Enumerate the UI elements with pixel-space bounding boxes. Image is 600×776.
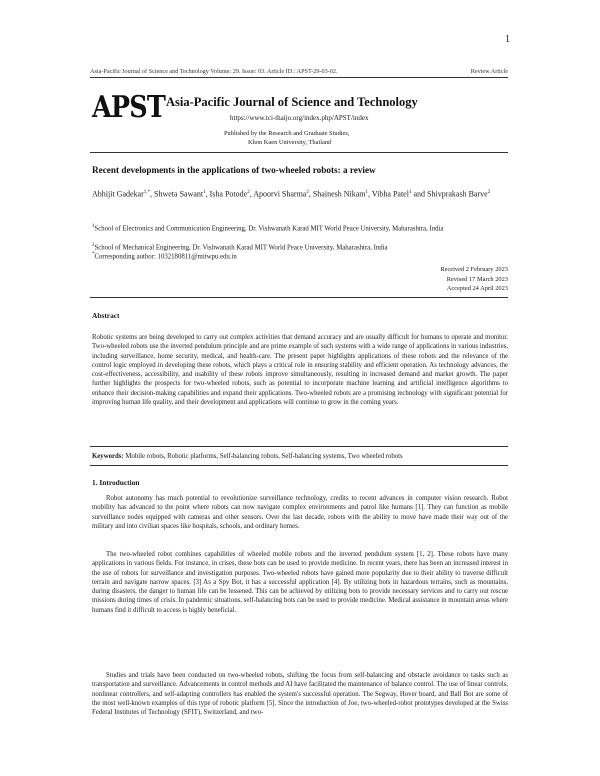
author-affil-marker: 1 xyxy=(365,190,369,195)
article-dates xyxy=(440,265,508,294)
body-paragraph: Studies and trials have been conducted on two-wheeled robots, shifting the focus from self-balancing and obstacle avoidance to tasks such as transportation and surveillance. Advancements in control methods and AI have facilitated the maintenance of balance control. The use of linear controls, nonlinear controllers, and self-adapting controllers has enabled the system's successful operation. The Segway, Hover board, and Ball Bot are some of the most well-known examples of this type of robotic platform [5]. Since the introduction of Joe, two-wheeled-robot prototypes developed at the Swiss Federal Institutes of Technology (SFIT), Switzerland, and two- xyxy=(92,672,508,717)
keywords-bottom-rule xyxy=(90,465,508,466)
received-date: Received 2 February 2023 xyxy=(440,266,508,273)
accepted-date: Accepted 24 April 2023 xyxy=(446,285,508,292)
author-name: Shweta Sawant xyxy=(154,189,204,199)
revised-date: Revised 17 March 2023 xyxy=(446,275,508,283)
title-rule xyxy=(90,152,508,153)
author-affil-marker: 1,* xyxy=(143,190,151,195)
affiliation xyxy=(92,222,510,233)
journal-url[interactable]: https://www.tci-thaijo.org/index.php/APST/index xyxy=(230,114,369,122)
author-name: Isha Potode xyxy=(209,189,248,199)
journal-name: Asia-Pacific Journal of Science and Technology xyxy=(166,95,418,109)
body-paragraph: Robot autonomy has much potential to revolutionize surveillance technology, credits to recent advances in computer vision research. Robot mobility has advanced to the point where robots can now navigate complex environments and patrol like humans [1]. They can function as mobile surveillance nodes equipped with cameras and other sensors. Over the last decade, robots with the ability to move have made their way out of the military and into civilian spaces like hospitals, schools, and ordinary homes. xyxy=(92,495,508,530)
abstract-text: Robotic systems are being developed to carry out complex activities that demand accuracy and are usually difficult for humans to operate and monitor. Two-wheeled robots use the inverted pendulum principle and are prime example of such systems with a wide range of applications in various industries, including surveillance, home security, medical, and health-care. The present paper highlights applications of these robots and the relevance of the control logic employed in developing these robots, which plays a critical role in ensuring stability and efficient operation. As technology advances, the cost-effectiveness, accessibility, and usability of these robots improve simultaneously, resulting in increased demand and market growth. The paper further highlights the prospects for two-wheeled robots, such as potential to incorporate machine learning and artificial intelligence algorithms to enhance their decision-making capabilities and expand their applications. Two-wheeled robots are a promising technology with significant potential for improving human life quality, and their development and applications will continue to grow in the coming years. xyxy=(92,334,508,407)
body-paragraph: The two-wheeled robot combines capabilities of wheeled mobile robots and the inverted pendulum system [1, 2]. These robots have many applications in various fields. For instance, in crises, these bots can be used to provide medicine. In recent years, there has been an increased interest in the use of robots for surveillance and investigation purposes. Two-wheeled robots have gained more popularity due to their ability to traverse difficult terrain and navigate narrow spaces. [3] As a Spy Bot, it has a successful application [4]. By utilizing bots in hazardous terrains, such as mountains, during disasters, the danger to human life can be lessened. This can be achieved by utilizing bots to provide necessary services and to carry out rescue missions during times of crisis. In pandemic situations, self-balancing bots can be used to provide medicine. Medical assistance in mountain areas where humans find it difficult to access is highly beneficial. xyxy=(92,551,508,614)
author-affil-marker: 2 xyxy=(306,190,309,195)
author-name: Shivprakash Barve xyxy=(427,189,488,199)
author-name: Vibha Patel xyxy=(371,189,409,199)
author-affil-marker: 2 xyxy=(247,190,250,195)
keywords-top-rule xyxy=(90,446,508,447)
corresponding-author xyxy=(92,250,510,261)
author-name: Shainesh Nikam xyxy=(312,189,366,199)
corresponding-author-text: Corresponding author: 1032180811@mitwpu.edu.in xyxy=(94,253,237,261)
author-name: Abhijit Gadekar xyxy=(92,189,144,199)
journal-logo: APST xyxy=(92,90,165,125)
affiliation-marker: 2 xyxy=(92,243,95,248)
author-affil-marker: 2 xyxy=(487,190,491,195)
author-affil-marker: 1 xyxy=(203,190,206,195)
keywords-text: Mobile robots, Robotic platforms, Self-balancing robots, Self-balancing systems, Two wheeled robots xyxy=(125,453,403,460)
running-head: Asia-Pacific Journal of Science and Technology Volume: 29. Issue: 03. Article ID.: APST-29-03-02. xyxy=(90,68,338,75)
abstract-heading: Abstract xyxy=(92,311,120,320)
article-type: Review Article xyxy=(470,68,508,75)
author-name: Apoorvi Sharma xyxy=(253,189,307,199)
abstract-top-rule xyxy=(90,297,508,298)
header-rule xyxy=(90,77,508,78)
affiliation-marker: 1 xyxy=(92,224,95,229)
publisher-line-1: Published by the Research and Graduate Studies, xyxy=(224,130,350,137)
keywords-line xyxy=(92,453,403,460)
paper-title: Recent developments in the applications of two-wheeled robots: a review xyxy=(92,165,376,175)
page-number: 1 xyxy=(505,34,510,45)
author-affil-marker: 1 xyxy=(408,190,412,195)
affiliation-marker: * xyxy=(92,252,95,257)
affiliation-text: School of Mechanical Engineering, Dr. Vishwanath Karad MIT World Peace University, Maharashtra, India xyxy=(94,244,388,252)
publisher-line-2: Khon Kaen University, Thailand xyxy=(248,139,332,146)
author-list: Abhijit Gadekar$^{1,*}$, Shweta Sawant$^1$, Isha Potode$^2$, Apoorvi Sharma$^2$, Shainesh Nikam$^1$, Vibha Patel$^1$ and Shivprakash Barve$^2$ xyxy=(92,189,491,199)
keywords-label: Keywords: xyxy=(92,453,124,460)
affiliation-text: School of Electronics and Communication Engineering, Dr. Vishwanath Karad MIT World Peace University, Maharashtra, India xyxy=(94,225,444,233)
author-conjunction: and xyxy=(413,189,426,199)
section-heading-introduction: 1. Introduction xyxy=(92,478,140,487)
